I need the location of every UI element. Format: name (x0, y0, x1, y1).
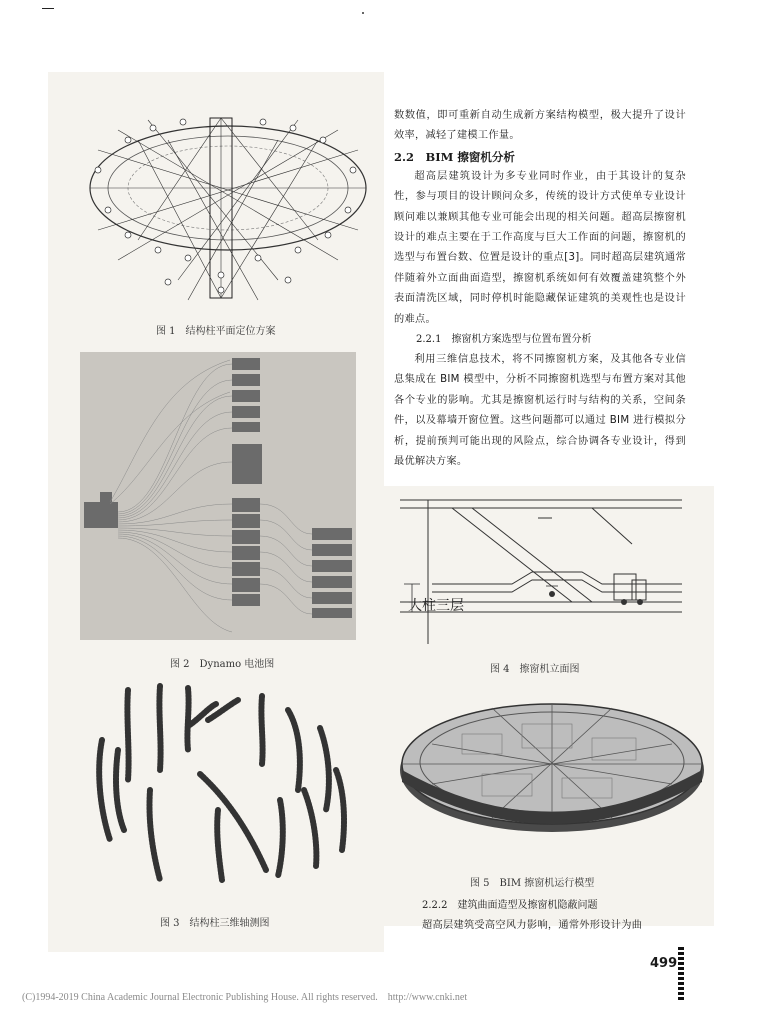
section-2-2-1-paragraph: 利用三维信息技术，将不同擦窗机方案，及其他各专业信息集成在 BIM 模型中，分析不同擦窗机选型与布置方案对其他各个专业的影响。尤其是擦窗机运行时与结构的关系，空间条件，以及幕墙开窗位置。这些问题都可以通过 BIM 进行模拟分析，提前预判可能出现的风险点，综合协调各专业设计，得到最优解决方案。 (394, 354, 686, 468)
section-2-2-2-block (422, 896, 692, 936)
right-text-column (394, 106, 686, 473)
figure-3-column-axonometric (88, 680, 360, 890)
figure-2-dynamo-graph (80, 352, 356, 640)
figure-5-bim-model (392, 684, 708, 864)
copyright-footer: (C)1994-2019 China Academic Journal Electronic Publishing House. All rights reserved. http://www.cnki.net (22, 992, 468, 1003)
figure-4-caption: 图 4 擦窗机立面图 (490, 664, 580, 675)
page-edge-bar (678, 947, 684, 1002)
figure-5-svg (392, 684, 708, 864)
page-number: 499 (650, 956, 678, 971)
figure-3-caption: 图 3 结构柱三维轴测图 (160, 918, 270, 929)
section-heading-2-2: 2.2 BIM 擦窗机分析 (394, 149, 515, 164)
figure-4-label: 大柱三层 (408, 598, 464, 614)
section-2-2-paragraph: 超高层建筑设计为多专业同时作业，由于其设计的复杂性，参与项目的设计顾问众多，传统的设计方式使单专业设计顾问难以兼顾其他专业可能会出现的相关问题。超高层擦窗机设计的难点主要在于工作高度与巨大工作面的问题，擦窗机的选型与布置台数、位置是设计的重点[3]。同时超高层建筑通常伴随着外立面曲面造型，擦窗机系统如何有效覆盖建筑整个外表面清洗区域，同时停机时能隐藏保证建筑的美观性也是设计的难点。 (394, 170, 686, 325)
page-dot-mark (362, 12, 364, 14)
section-heading-2-2-2: 2.2.2 建筑曲面造型及擦窗机隐蔽问题 (422, 900, 598, 911)
figure-4-svg (392, 494, 708, 650)
figure-1-plan-diagram (78, 110, 378, 310)
figure-1-caption: 图 1 结构柱平面定位方案 (156, 326, 276, 337)
figure-3-svg (88, 680, 360, 890)
figure-2-caption: 图 2 Dynamo 电池图 (170, 659, 275, 670)
page-corner-mark (42, 8, 54, 9)
figure-4-window-cleaner-elevation (392, 494, 708, 650)
figure-2-svg (80, 352, 356, 640)
figure-1-svg (78, 110, 378, 310)
section-heading-2-2-1: 2.2.1 擦窗机方案选型与位置布置分析 (416, 334, 592, 346)
section-2-2-2-paragraph-start: 超高层建筑受高空风力影响，通常外形设计为曲 (422, 920, 643, 931)
intro-continued-paragraph: 数数值，即可重新自动生成新方案结构模型，极大提升了设计效率，减轻了建模工作量。 (394, 110, 686, 142)
figure-5-caption: 图 5 BIM 擦窗机运行模型 (470, 878, 595, 889)
